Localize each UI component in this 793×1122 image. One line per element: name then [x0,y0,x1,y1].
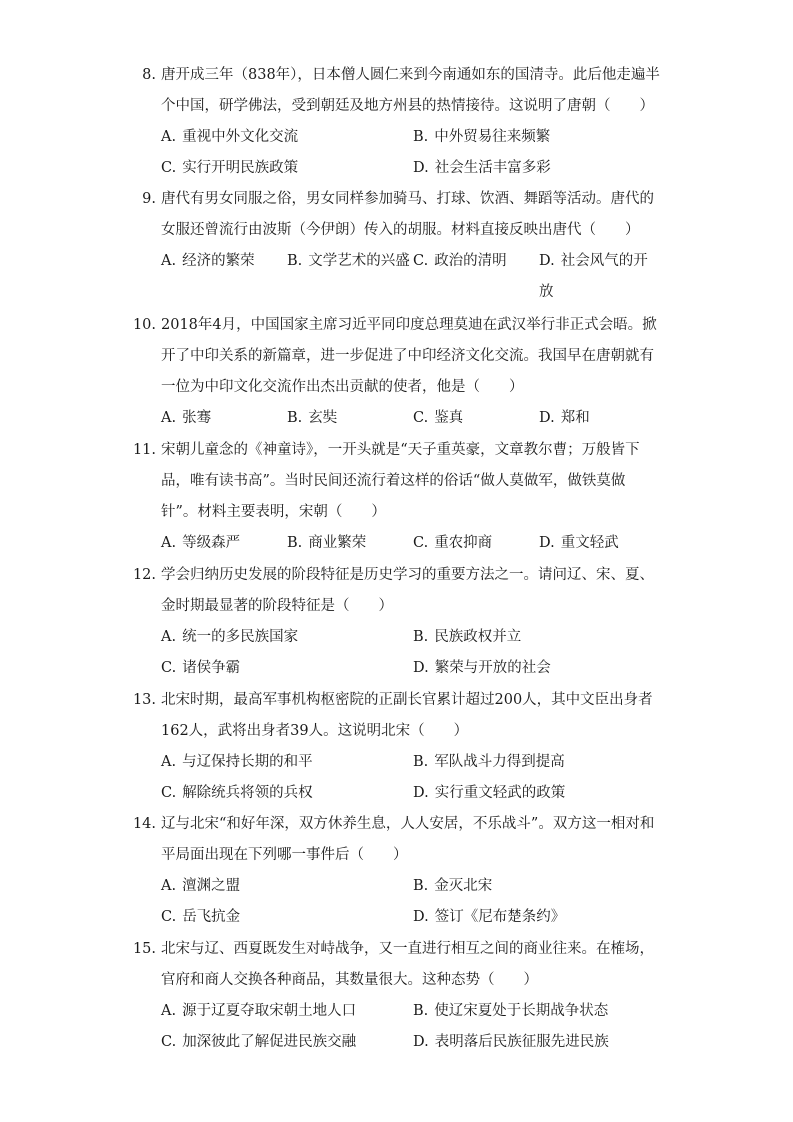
option-a: A. 源于辽夏夺取宋朝土地人口 [161,1003,357,1019]
question-stem: 北宋与辽、西夏既发生对峙战争，又一直进行相互之间的商业往来。在榷场，官府和商人交换各种商品，其数量很大。这种态势（ ） [161,941,654,988]
question-stem: 唐开成三年（838年），日本僧人圆仁来到今南通如东的国清寺。此后他走遍半个中国，研学佛法，受到朝廷及地方州县的热情接待。这说明了唐朝（ ） [161,67,660,114]
option-b: B. 金灭北宋 [413,878,493,894]
option-c: C. 重农抑商 [413,535,493,551]
option-a: A. 澶渊之盟 [161,878,241,894]
question-number: 15. [132,941,156,957]
option-d: D. 实行重文轻武的政策 [413,785,566,801]
option-c: C. 诸侯争霸 [161,660,241,676]
option-d: D. 社会生活丰富多彩 [413,160,551,176]
question-number: 8. [142,67,156,83]
question-number: 10. [132,317,156,333]
option-d: D. 表明落后民族征服先进民族 [413,1034,609,1050]
question-stem: 辽与北宋“和好年深，双方休养生息，人人安居，不乐战斗”。双方这一相对和平局面出现在下列哪一事件后（ ） [161,816,655,863]
option-d: D. 社会风气的开放 [539,253,648,300]
option-b: B. 军队战斗力得到提高 [413,754,565,770]
option-b: B. 商业繁荣 [287,535,367,551]
option-a: A. 等级森严 [161,535,241,551]
question-number: 9. [142,191,156,207]
option-d: D. 签订《尼布楚条约》 [413,909,566,925]
option-c: C. 岳飞抗金 [161,909,241,925]
question-number: 13. [132,692,156,708]
option-c: C. 加深彼此了解促进民族交融 [161,1034,357,1050]
option-a: A. 统一的多民族国家 [161,629,299,645]
question-number: 12. [132,567,156,583]
question-stem: 2018年4月，中国国家主席习近平同印度总理莫迪在武汉举行非正式会晤。掀开了中印关系的新篇章，进一步促进了中印经济文化交流。我国早在唐朝就有一位为中印文化交流作出杰出贡献的使者，他是（ ） [161,317,657,395]
option-c: C. 实行开明民族政策 [161,160,299,176]
option-d: D. 重文轻武 [539,535,619,551]
option-a: A. 经济的繁荣 [161,253,255,269]
question-stem: 唐代有男女同服之俗，男女同样参加骑马、打球、饮酒、舞蹈等活动。唐代的女服还曾流行由波斯（今伊朗）传入的胡服。材料直接反映出唐代（ ） [161,191,654,238]
option-a: A. 与辽保持长期的和平 [161,754,313,770]
option-d: D. 郑和 [539,410,590,426]
option-a: A. 张骞 [161,410,212,426]
option-b: B. 文学艺术的兴盛 [287,253,410,269]
option-b: B. 民族政权并立 [413,629,522,645]
option-c: C. 解除统兵将领的兵权 [161,785,313,801]
option-a: A. 重视中外文化交流 [161,129,299,145]
question-stem: 宋朝儿童念的《神童诗》，一开头就是“天子重英豪，文章教尔曹；万般皆下品，唯有读书高”。当时民间还流行着这样的俗话“做人莫做军，做铁莫做针”。材料主要表明，宋朝（ ） [161,442,640,520]
question-stem: 北宋时期，最高军事机构枢密院的正副长官累计超过200人，其中文臣出身者162人，武将出身者39人。这说明北宋（ ） [161,692,653,739]
option-b: B. 中外贸易往来频繁 [413,129,551,145]
option-b: B. 使辽宋夏处于长期战争状态 [413,1003,609,1019]
option-d: D. 繁荣与开放的社会 [413,660,551,676]
question-number: 11. [132,442,156,458]
option-c: C. 鉴真 [413,410,464,426]
option-c: C. 政治的清明 [413,253,507,269]
option-b: B. 玄奘 [287,410,338,426]
question-stem: 学会归纳历史发展的阶段特征是历史学习的重要方法之一。请问辽、宋、夏、金时期最显著的阶段特征是（ ） [161,567,654,614]
question-number: 14. [132,816,156,832]
